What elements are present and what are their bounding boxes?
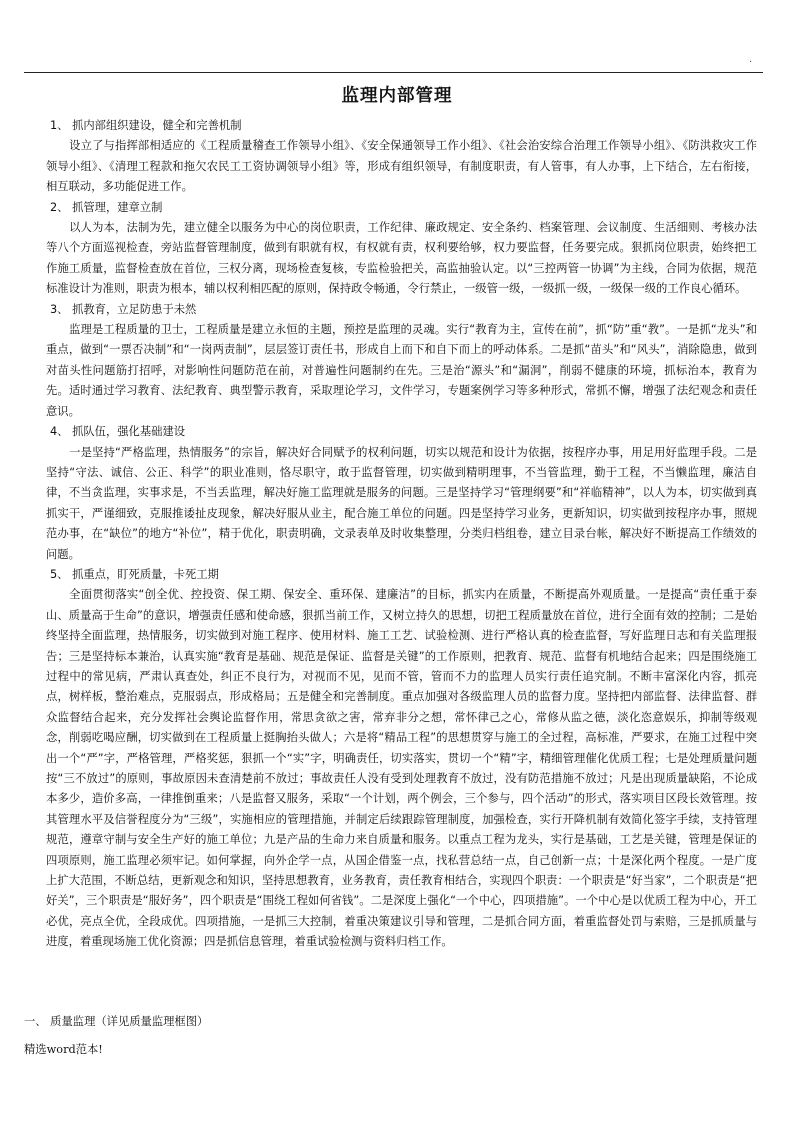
section-3-heading: 3、 抓教育，立足防患于未然	[50, 302, 197, 316]
section-4-body: 一是坚持“严格监理，热情服务”的宗旨，解决好合同赋予的权利问题，切实以规范和设计为依据，按程序办事，用足用好监理手段。二是坚持“守法、诚信、公正、科学”的职业准则，恪尽职守，敢于监督管理，切实做到精明理事，不当管监理，勤于工程，不当懒监理，廉洁自律，不当贪监理，实事求是，不当丢监理，解决好施工监理就是服务的问题。三是坚持学习“管理纲要”和“祥临精神”，以人为本，切实做到真抓实干，严谨细致，克服推诿扯皮现象，解决好服从业主，配合施工单位的问题。四是坚持学习业务，更新知识，切实做到按程序办事，照规范办事，在“缺位”的地方“补位”，精于优化，职责明确，文录表单及时收集整理，分类归档组卷，建立目录台帐，解决好不断提高工作绩效的问题。	[46, 445, 757, 561]
section-3-body: 监理是工程质量的卫士，工程质量是建立永恒的主题，预控是监理的灵魂。实行“教育为主，宣传在前”，抓“防”重“教”。一是抓“龙头”和重点，做到“一票否决制”和“一岗两责制”，层层签订责任书，形成自上而下和自下而上的呼动体系。二是抓“苗头”和“风头”，消除隐患，做到对苗头性问题筋打招呼，对影响性问题防范在前，对普遍性问题制约在先。三是治“源头”和“漏洞”，削弱不健康的环境，抓标治本，教育为先。适时通过学习教育、法纪教育、典型警示教育，采取理论学习，文件学习，专题案例学习等多种形式，常抓不懈，增强了法纪观念和责任意识。	[46, 323, 757, 418]
quality-supervision-heading: 一、 质量监理（详见质量监理框图）	[24, 1015, 209, 1028]
section-2-heading: 2、 抓管理，建章立制	[50, 200, 163, 214]
footer-note: 精选word范本!	[24, 1043, 103, 1056]
section-5-heading: 5、 抓重点，盯死质量，卡死工期	[50, 567, 219, 581]
page-title: 监理内部管理	[341, 86, 453, 106]
section-1-body: 设立了与指挥部相适应的《工程质量稽查工作领导小组》、《安全保通领导工作小组》、《社会治安综合治理工作领导小组》、《防洪救灾工作领导小组》、《清理工程款和拖欠农民工工资协调领导小组》等，形成有组织领导，有制度职责，有人管事，有人办事，上下结合，左右衔接，相互联动，多功能促进工作。	[46, 139, 757, 194]
header-rule	[24, 72, 763, 73]
section-4-heading: 4、 抓队伍，强化基础建设	[50, 425, 186, 439]
document-body	[46, 116, 757, 953]
header-corner-mark: .	[749, 54, 753, 65]
section-5-body: 全面贯彻落实“创全优、控投资、保工期、保安全、重环保、建廉洁”的目标，抓实内在质量，不断提高外观质量。一是提高“责任重于泰山、质量高于生命”的意识，增强责任感和使命感，狠抓当前工作，又树立持久的思想，切把工程质量放在首位，进行全面有效的控制；二是始终坚持全面监理，热情服务，切实做到对施工程序、使用材料、施工工艺、试验检测、进行严格认真的检查监督，写好监理日志和有关监理报告；三是坚持标本兼治，认真实施“教育是基础、规范是保证、监督是关键”的工作原则，把教育、规范、监督有机地结合起来；四是围绕施工过程中的常见病，严肃认真查处，纠正不良行为，对视而不见，见而不管，管而不力的监理人员实行责任追究制。不断丰富深化内容，抓亮点，树样板，整治难点，克服弱点，形成格局；五是健全和完善制度。重点加强对各级监理人员的监督力度。坚持把内部监督、法律监督、群众监督结合起来，充分发挥社会舆论监督作用，常思贪欲之害，常弃非分之想，常怀律己之心，常修从监之德，淡化恣意娱乐，抑制等级观念，削弱吃喝应酬，切实做到在工程质量上挺胸抬头做人；六是将“精品工程”的思想贯穿与施工的全过程，高标准，严要求，在施工过程中突出一个“严”字，严格管理，严格奖惩，狠抓一个“实”字，明确责任，切实落实，贯切一个“精”字，精细管理催化优质工程；七是处理质量问题按“三不放过”的原则，事故原因未查清楚前不放过；事故责任人没有受到处理教育不放过，没有防范措施不放过；凡是出现质量缺陷，不论成本多少，造价多高，一律推倒重来；八是监督又服务，采取“一个计划，两个例会，三个参与，四个活动”的形式，落实项目区段长效管理。按其管理水平及信誉程度分为“三级”，实施相应的管理措施，并制定后续跟踪管理制度，加强检查，实行开降机制有效简化签字手续，支持管理规范，遵章守制与安全生产好的施工单位；九是产品的生命力来自质量和服务。以重点工程为龙头，实行是基础，工艺是关键，管理是保证的四项原则，施工监理必须牢记。如何掌握，向外企学一点，从国企借鉴一点，找私营总结一点，自己创新一点；十是深化两个程度。一是广度上扩大范围，不断总结，更新观念和知识，坚持思想教育，业务教育，责任教育相结合，实现四个职责：一个职责是“好当家”，二个职责是“把好关”，三个职责是“服好务”，四个职责是“围绕工程如何省钱”。二是深度上强化“一个中心，四项措施”。一个中心是以优质工程为中心，开工必优，亮点全优，全段成优。四项措施，一是抓三大控制，着重决策建议引导和管理，二是抓合同方面，着重监督处罚与索赔，三是抓质量与进度，着重现场施工优化资源；四是抓信息管理，着重试验检测与资料归档工作。	[46, 588, 757, 949]
section-2-body: 以人为本，法制为先，建立健全以服务为中心的岗位职责，工作纪律、廉政规定、安全条约、档案管理、会议制度、生活细则、考核办法等八个方面巡视检查，旁站监督管理制度，做到有职就有权，有权就有责，权利要给够，权力要监督，任务要完成。狠抓岗位职责，始终把工作施工质量，监督检查放在首位，三权分离，现场检查复核，专监检验把关，高监抽验认定。以“三控两管一协调”为主线，合同为依据，规范标准设计为准则，职责为根本，辅以权利相匹配的原则，保持政令畅通，令行禁止，一级管一级，一级抓一级，一级保一级的工作良心循环。	[46, 221, 757, 296]
section-1-heading: 1、 抓内部组织建设，健全和完善机制	[50, 119, 242, 132]
